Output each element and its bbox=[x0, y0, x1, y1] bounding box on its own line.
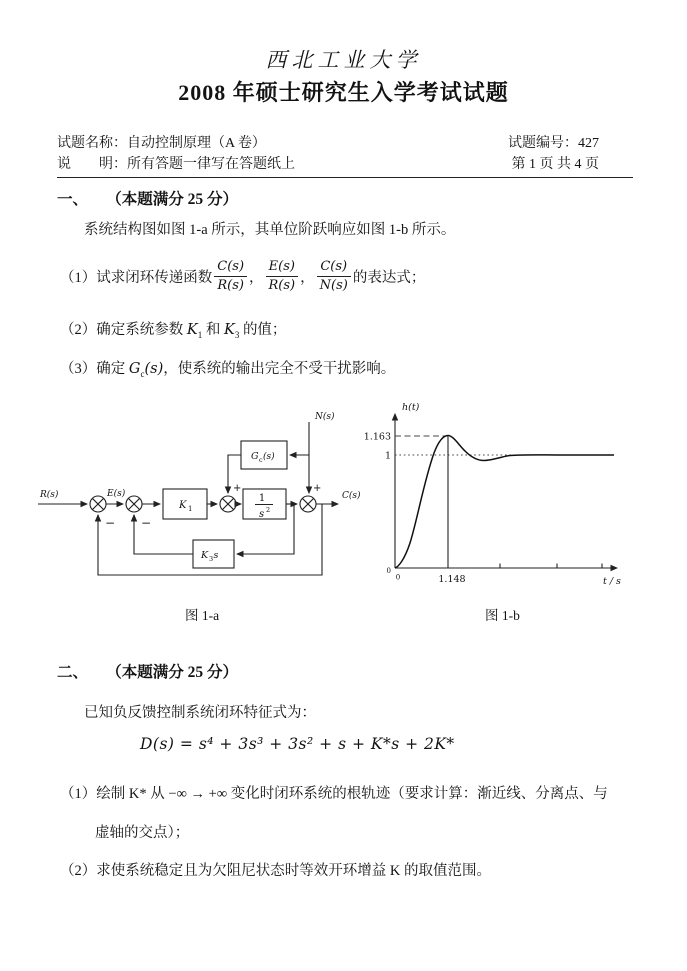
integrator-numerator: 1 bbox=[258, 493, 266, 504]
q1-number: 一、 bbox=[57, 191, 89, 208]
block-gc-label: G bbox=[251, 451, 259, 462]
block-gc bbox=[241, 441, 287, 469]
q1-item1-suffix: 的表达式； bbox=[352, 269, 426, 286]
integrator-exponent: 2 bbox=[266, 506, 271, 514]
exam-name-value: 自动控制原理（A 卷） bbox=[127, 136, 266, 151]
q1-heading bbox=[57, 187, 238, 209]
integrator-denominator: s bbox=[259, 509, 265, 520]
symbol-gc-subscript: c bbox=[140, 368, 145, 379]
caption-fig-1a: 图 1-a bbox=[185, 608, 220, 623]
signal-n: N(s) bbox=[315, 412, 335, 422]
q1-item3-prefix: （3）确定 bbox=[60, 361, 129, 377]
minus-sign-s1: − bbox=[105, 516, 116, 530]
signal-c: C(s) bbox=[342, 491, 361, 501]
q2-score: （本题满分 25 分） bbox=[114, 664, 239, 681]
q1-score: （本题满分 25 分） bbox=[114, 191, 239, 208]
step-response-fig-1b bbox=[360, 393, 650, 593]
q1-intro: 系统结构图如图 1-a 所示，其单位阶跃响应如图 1-b 所示。 bbox=[84, 222, 456, 238]
exam-code-label: 试题编号： bbox=[508, 136, 578, 151]
summing-junction-4 bbox=[300, 496, 316, 512]
frac3-denominator: N(s) bbox=[317, 276, 351, 294]
q2-item2: （2）求使系统稳定且为欠阻尼状态时等效开环增益 K 的取值范围。 bbox=[60, 863, 491, 879]
peak-time-label: 1.148 bbox=[438, 574, 466, 585]
q1-item2-mid: 和 bbox=[202, 322, 224, 338]
q2-intro: 已知负反馈控制系统闭环特征式为： bbox=[84, 705, 316, 721]
comma-1: ， bbox=[249, 269, 264, 286]
symbol-k3: K bbox=[223, 322, 235, 338]
minus-sign-s2: − bbox=[141, 516, 152, 530]
summing-junction-3 bbox=[220, 496, 236, 512]
origin-zero-y: 0 bbox=[386, 567, 391, 575]
step-response-curve bbox=[395, 436, 614, 569]
plus-sign-s3: + bbox=[233, 483, 242, 494]
block-k1-subscript: 1 bbox=[188, 505, 193, 513]
q1-item1 bbox=[60, 253, 425, 299]
exam-code-value: 427 bbox=[578, 136, 599, 151]
block-k3s-subscript: 3 bbox=[209, 555, 214, 563]
exam-info-block bbox=[57, 133, 633, 178]
exam-note-value: 所有答题一律写在答题纸上 bbox=[127, 157, 295, 172]
q2-item1-line2: 虚轴的交点）； bbox=[95, 825, 190, 841]
q1-item3 bbox=[60, 357, 395, 379]
symbol-gc: G bbox=[128, 361, 141, 377]
frac1-denominator: R(s) bbox=[214, 276, 247, 294]
q1-item2-prefix: （2）确定系统参数 bbox=[60, 322, 187, 338]
block-k1 bbox=[163, 489, 207, 519]
origin-zero-x: 0 bbox=[395, 573, 401, 582]
symbol-k3-subscript: 3 bbox=[234, 329, 240, 340]
x-axis-label: t / s bbox=[603, 576, 621, 587]
q2-characteristic-equation: D(s) = s⁴ + 3s³ + 3s² + s + K*s + 2K* bbox=[140, 735, 455, 753]
block-gc-subscript: c bbox=[259, 456, 263, 464]
signal-e: E(s) bbox=[107, 489, 126, 499]
q1-item2-suffix: 的值； bbox=[239, 322, 287, 338]
symbol-gc-arg: (s) bbox=[144, 361, 164, 377]
exam-note-label: 说 明： bbox=[57, 157, 127, 172]
frac1-numerator: C(s) bbox=[217, 258, 245, 274]
fraction-c-over-n bbox=[317, 259, 351, 293]
signal-r: R(s) bbox=[40, 490, 59, 500]
exam-note bbox=[57, 154, 295, 175]
q2-heading bbox=[57, 660, 238, 682]
exam-title: 2008 年硕士研究生入学考试试题 bbox=[178, 80, 509, 105]
q1-item3-suffix: ，使系统的输出完全不受干扰影响。 bbox=[163, 361, 396, 377]
q2-item1-line1: （1）绘制 K* 从 −∞ → +∞ 变化时闭环系统的根轨迹（要求计算：渐近线、分离点、与 bbox=[60, 786, 608, 802]
exam-name-label: 试题名称： bbox=[57, 136, 127, 151]
q2-number: 二、 bbox=[57, 664, 89, 681]
fraction-c-over-r bbox=[214, 259, 247, 293]
peak-value-label: 1.163 bbox=[363, 431, 391, 443]
fraction-e-over-r bbox=[266, 259, 299, 293]
comma-2: ， bbox=[300, 269, 315, 286]
steady-value-label: 1 bbox=[384, 450, 391, 462]
exam-code bbox=[508, 133, 633, 154]
caption-fig-1b: 图 1-b bbox=[485, 608, 520, 623]
info-row-2 bbox=[57, 154, 633, 175]
block-k1-label: K bbox=[179, 500, 187, 511]
symbol-k1-subscript: 1 bbox=[197, 329, 203, 340]
block-k3s bbox=[193, 540, 234, 568]
frac3-numerator: C(s) bbox=[320, 258, 348, 274]
exam-name bbox=[57, 133, 266, 154]
plus-sign-s4: + bbox=[313, 483, 322, 494]
block-diagram-fig-1a bbox=[30, 398, 375, 596]
q1-item1-prefix: （1）试求闭环传递函数 bbox=[60, 269, 213, 286]
symbol-k1: K bbox=[186, 322, 198, 338]
frac2-numerator: E(s) bbox=[268, 258, 295, 274]
university-title: 西北工业大学 bbox=[265, 48, 422, 72]
block-integrator bbox=[243, 489, 286, 520]
info-row-1 bbox=[57, 133, 633, 154]
block-gc-argument: (s) bbox=[263, 452, 275, 462]
y-axis-label: h(t) bbox=[402, 402, 420, 413]
q1-item2 bbox=[60, 318, 286, 340]
summing-junction-1 bbox=[90, 496, 106, 512]
summing-junction-2 bbox=[126, 496, 142, 512]
block-k3s-label: K bbox=[201, 550, 209, 561]
frac2-denominator: R(s) bbox=[266, 276, 299, 294]
page-indicator: 第 1 页 共 4 页 bbox=[511, 157, 599, 172]
block-k3s-s: s bbox=[213, 550, 219, 561]
